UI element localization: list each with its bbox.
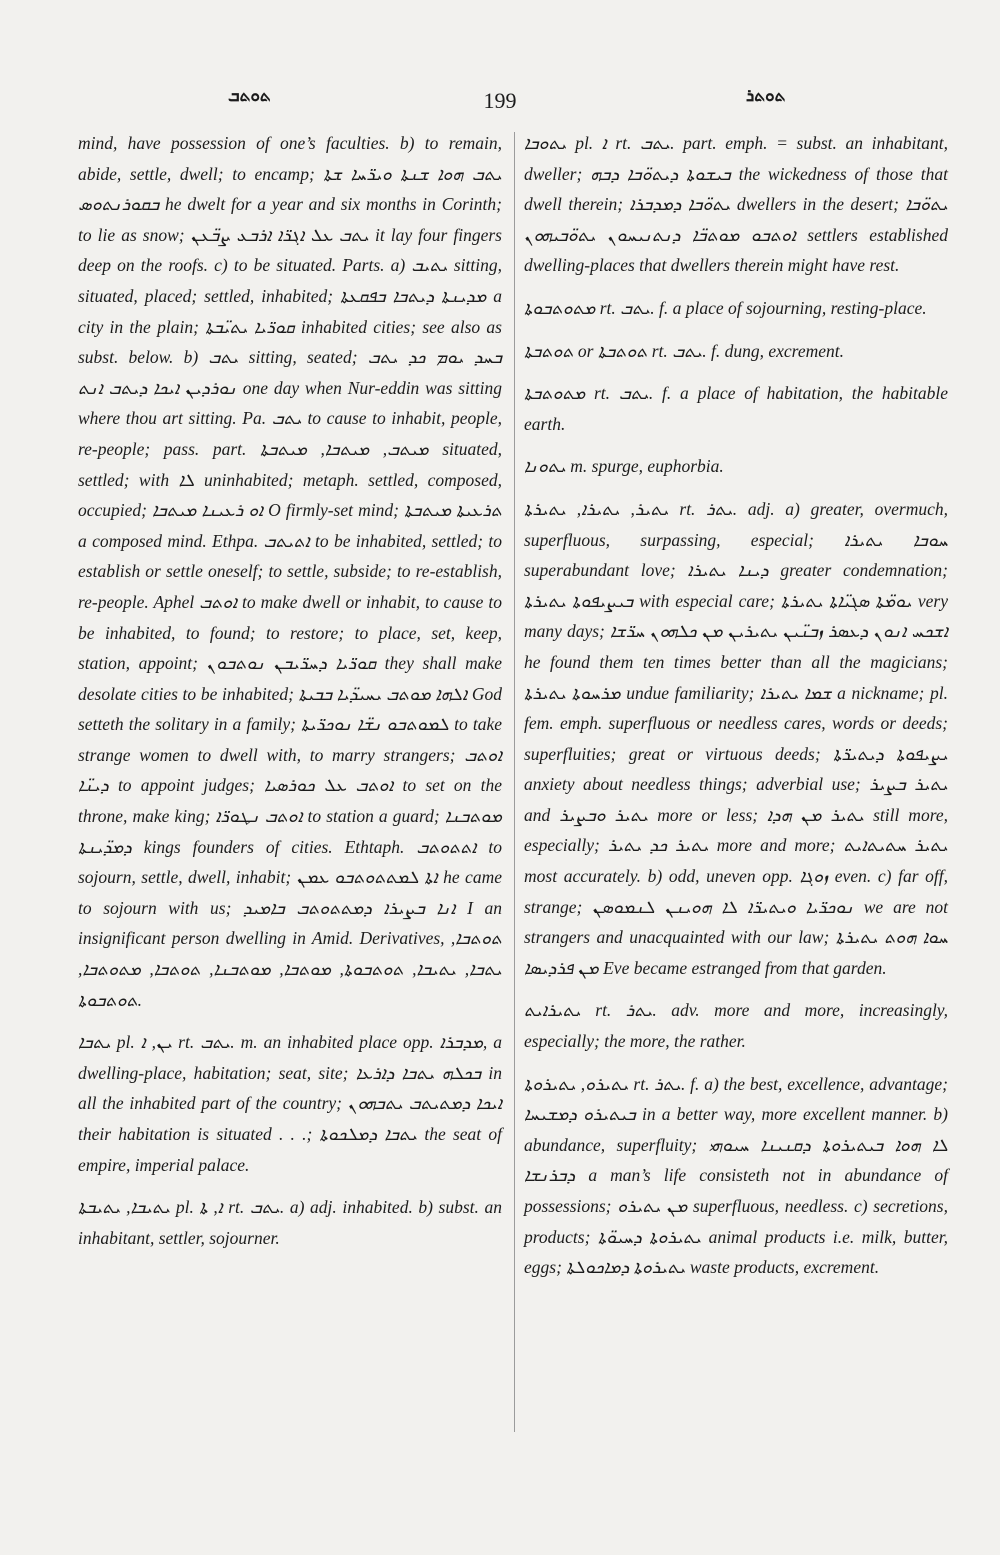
entry-paragraph: ܡܬܘܬܒܘܬܐ rt. ܝܬܒ. f. a place of sojourning, resting-place. — [524, 297, 927, 318]
page-number: 199 — [483, 88, 517, 113]
entry-paragraph: ܝܬܝܪܐܝܬ rt. ܝܬܪ. adv. more and more, increasingly, especially; the more, the rather. — [524, 1000, 948, 1052]
entry-paragraph: ܝܬܝܪ, ܝܬܝܪܐ, ܝܬܝܪܬܐ rt. ܝܬܪ. adj. a) greater, overmuch, superfluous, surpassing, especial; ܚܘܒܐ ܝܬܝܪܐ superabundant love; ܕܝܢܐ ܝܬܝܪܐ greater condemnation; ܒܝܨܝܦܘܬܐ ܝܬܝܪܬܐ with especial care; ܝܘܡ̈ܬܐ ܣܓܝ̈ܐܬܐ ܝܬܝܪܬܐ very many days; ܐܫܟܚ ܐܢܘܢ ܕܥܣܪ ܙܒܢ̈ܝܢ ܝܬܝܪܝܢ ܡܢ ܟܠܗܘܢ ܚܪ̈ܫܐ he found them ten times better than all the magicians; ܡܪܚܘܬܐ ܝܬܝܪܬܐ undue familiarity; ܫܡܐ ܝܬܝܪܐ a nickname; pl. fem. emph. superfluous or needless cares, words or deeds; superfluities; great or virtuous deeds; ܝܨܝܦܘܬܐ ܕܝܬܝܪ̈ܬܐ anxiety about needless things; adverbial use; ܝܬܝܪ ܒܨܝܪ and ܝܬܝܪ ܘܒܨܝܪ more or less; ܝܬܝܪ ܡܢ ܗܕܐ still more, especially; ܝܬܝܪ ܟܕ ܝܬܝܪ more and more; ܝܬܝܪ ܚܬܝܬܐܝܬ most accurately. b) odd, uneven opp. ܙܘܓܐ even. c) far off, strange; ܢܘܟܪ̈ܝܐ ܘܝܬܝܪ̈ܐ ܠܐ ܗܘܝܢܢ ܠܢܡܘܣܢ we are not strangers and unacquainted with our law; ܚܘܐ ܗܘܬ ܝܬܝܪܬܐ ܡܢ ܦܪܕܝܣܐ Eve became estranged from that garden. — [524, 498, 949, 978]
entry-paragraph: ܝܬܝܒܐ, ܝܬܝܒܬܐ pl. ܐ, ܬܐ rt. ܝܬܒ. a) adj. inhabited. b) subst. an inhabitant, settler, sojourner. — [78, 1197, 502, 1248]
entry-paragraph: ܝܬܘܒܐ pl. ܐ rt. ܝܬܒ. part. emph. = subst. an inhabitant, dweller; ܒܝܫܘܬܐ ܕܝܬܘ̈ܒܐ ܕܒܗ the wickedness of those that dwell therein; ܝܬܘ̈ܒܐ ܕܡܕܒܪܐ dwellers in the desert; ܝܬܘ̈ܒܐ ܐܘܬܒܘ ܡܘܬܒ̈ܐ ܕܢܬܢܝܚܘܢ ܝܬܘ̈ܒܝܗܘܢ settlers established dwelling-places that dwellers therein might have rest. — [524, 133, 948, 276]
column-divider — [514, 132, 515, 1432]
entry-paragraph: mind, have possession of one’s faculties. b) to remain, abide, settle, dwell; to encamp; ܝܬܒ ܗܘܐ ܫܢܬܐ ܘܝܪ̈ܚܐ ܫܬܐ ܒܩܘܪܢܬܘܣ he dwelt for a year and six months in Corinth; to lie as snow; ܝܬܒ ܥܠ ܐܓܪ̈ܐ ܐܪܒܥ ܨܒ̈ܥܢ it lay four fingers deep on the roofs. c) to be situated. Parts. a) ܝܬܝܒ sitting, situated, placed; settled, inhabited; ܡܕܝܢܬܐ ܕܝܬܒܐ ܒܦܩܥܬܐ a city in the plain; ܩܘܪ̈ܝܐ ܝܬܝ̈ܒܬܐ inhabited cities; see also as subst. below. b) ܝܬܒ sitting, seated; ܒܚܕ ܝܘܡ ܟܕ ܝܬܒ ܢܘܪܕܝܢ ܐܝܟܐ ܕܝܬܒ ܐܢܬ one day when Nur-eddin was sitting where thou art sitting. Pa. ܝܬܒ to cause to inhabit, people, re-people; pass. part. ܡܝܬܒ, ܡܝܬܒܐ, ܡܝܬܒܬܐ situated, settled; with ܠܐ uninhabited; metaph. settled, composed, occupied; ܐܘ ܪܥܝܢܐ ܡܝܬܒܐ O firmly-set mind; ܬܪܥܝܬܐ ܡܝܬܒܬܐ a composed mind. Ethpa. ܐܬܝܬܒ to be inhabited, settled; to establish or settle oneself; to settle, subside; to re-establish, re-people. Aphel ܐܘܬܒ to make dwell or inhabit, to cause to be inhabited, to found; to restore; to place, set, keep, station, appoint; ܩܘܪ̈ܝܐ ܕܚܪ̈ܝܒܢ ܢܘܬܒܘܢ they shall make desolate cities to be inhabited; ܐܠܗܐ ܡܘܬܒ ܝܚܝܕ̈ܝܐ ܒܒܝܬܐ God setteth the solitary in a family; ܠܡܘܬܒܘ ܢܫ̈ܐ ܢܘܟܪ̈ܝܬܐ to take strange women to dwell with, to marry strangers; ܐܘܬܒ ܕܝܢ̈ܐ to appoint judges; ܐܘܬܒ ܥܠ ܟܘܪܣܝܐ to set on the throne, make king; ܐܘܬܒ ܢܛܘܪ̈ܐ to station a guard; ܡܘܬܒܢܐ ܕܡܕ̈ܝܢܬܐ kings founders of cities. Ethtaph. ܐܬܬܘܬܒ to sojourn, settle, dwell, inhabit; ܐܬܐ ܠܡܬܬܘܬܒܘ ܥܡܢ he came to sojourn with us; ܐܢܐ ܒܨܝܪܐ ܕܡܬܬܘܬܒ ܒܐܡܝܕ I an insignificant person dwelling in Amid. Derivatives, ܬܘܬܒܐ, ܝܬܒܐ, ܝܬܝܒܐ, ܬܘܬܒܘܬܐ, ܡܘܬܒܐ, ܡܘܬܒܢܐ, ܬܘܬܒܐ, ܡܬܘܬܒܐ, ܬܘܬܒܘܬܐ. — [78, 133, 503, 1010]
entry-paragraph: ܡܬܘܬܒܬܐ rt. ܝܬܒ. f. a place of habitation, the habitable earth. — [524, 383, 948, 434]
left-column — [78, 128, 502, 1265]
entry-paragraph: ܝܬܘܢܐ m. spurge, euphorbia. — [524, 456, 724, 477]
entry-paragraph: ܬܘܬܒܬܐ or ܬܘܬܒܬܐ rt. ܝܬܒ. f. dung, excrement. — [524, 340, 845, 361]
header-right-word: ܬܘܬܪ — [746, 86, 786, 106]
entry-paragraph: ܝܬܒܐ pl. ܝܢ, ܐ rt. ܝܬܒ. m. an inhabited place opp. ܡܕܒܪܐ, a dwelling-place, habitation; seat, site; ܒܟܠܗ ܝܬܒܐ ܕܐܪܥܐ in all the inhabited part of the country; ܐܝܟܐ ܕܡܬܝܬܒ ܝܬܒܗܘܢ their habitation is situated . . .; ܝܬܒܐ ܕܡܠܟܘܬܐ the seat of empire, imperial palace. — [78, 1032, 503, 1175]
header-left-word: ܬܘܬܒ — [228, 86, 271, 106]
right-column — [524, 128, 948, 1295]
entry-paragraph: ܝܬܝܪܘ, ܝܬܝܪܘܬܐ rt. ܝܬܪ. f. a) the best, excellence, advantage; ܒܝܬܝܪܘ ܕܡܫܝܚܐ in a better way, more excellent manner. b) abundance, superfluity; ܠܐ ܗܘܐ ܒܝܬܝܪܘܬܐ ܕܩܢܝܢܐ ܚܝܘܗܝ ܕܒܪܢܫܐ a man’s life consisteth not in abundance of possessions; ܡܢ ܝܬܝܪܘ superfluous, needless. c) secretions, products; ܝܬܝܪܘܬܐ ܕܚܝܘ̈ܬܐ animal products i.e. milk, butter, eggs; ܝܬܝܪܘܬܐ ܕܡܐܟܘܠܬܐ waste products, excrement. — [524, 1073, 949, 1278]
